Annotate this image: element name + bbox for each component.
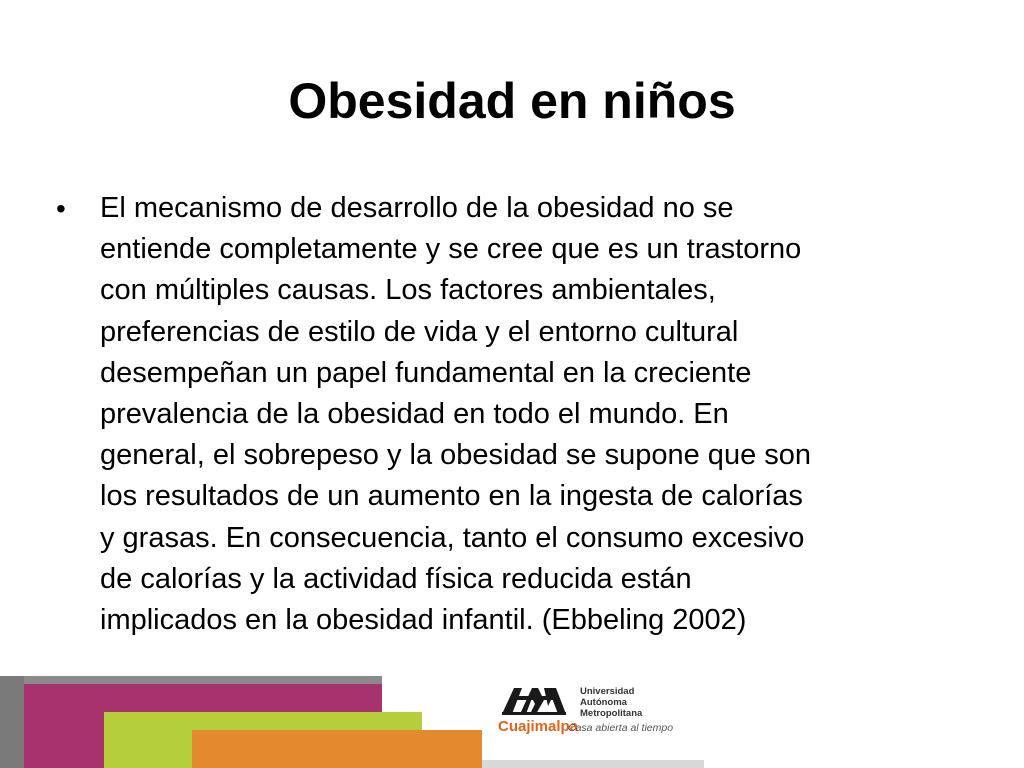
logo-university-name [580,686,642,719]
bullet-item [56,188,976,641]
bullet-line: implicados en la obesidad infantil. (Ebbeling 2002) [100,604,747,637]
bullet-line: de calorías y la actividad física reducida están [100,562,692,595]
bullet-list [56,188,976,641]
bullet-line: y grasas. En consecuencia, tanto el consumo excesivo [100,521,805,554]
uam-logo [498,682,698,742]
slide-title: Obesidad en niños [288,73,736,129]
bullet-line: entiende completamente y se cree que es un trastorno [100,233,802,266]
bullet-line: desempeñan un papel fundamental en la creciente [100,356,752,389]
bullet-text [100,188,976,641]
bullet-line: general, el sobrepeso y la obesidad se supone que son [100,439,812,472]
bullet-line: preferencias de estilo de vida y el entorno cultural [100,315,739,348]
uam-logo-mark [500,684,568,716]
bullet-line: prevalencia de la obesidad en todo el mundo. En [100,398,729,431]
gray-top-stripe [0,676,382,684]
logo-name-line: Universidad [580,686,635,697]
bullet-line: El mecanismo de desarrollo de la obesidad no se [100,192,734,224]
logo-name-line: Autónoma [580,697,627,708]
logo-name-line: Metropolitana [580,708,643,719]
logo-tagline: Casa abierta al tiempo [568,722,674,734]
bullet-line: con múltiples causas. Los factores ambientales, [100,274,716,307]
logo-campus-name: Cuajimalpa [498,718,579,735]
bullet-marker: • [56,193,66,224]
bullet-line: los resultados de un aumento en la ingesta de calorías [100,480,803,513]
orange-stripe [192,730,482,768]
gray-side-stripe [0,676,24,768]
